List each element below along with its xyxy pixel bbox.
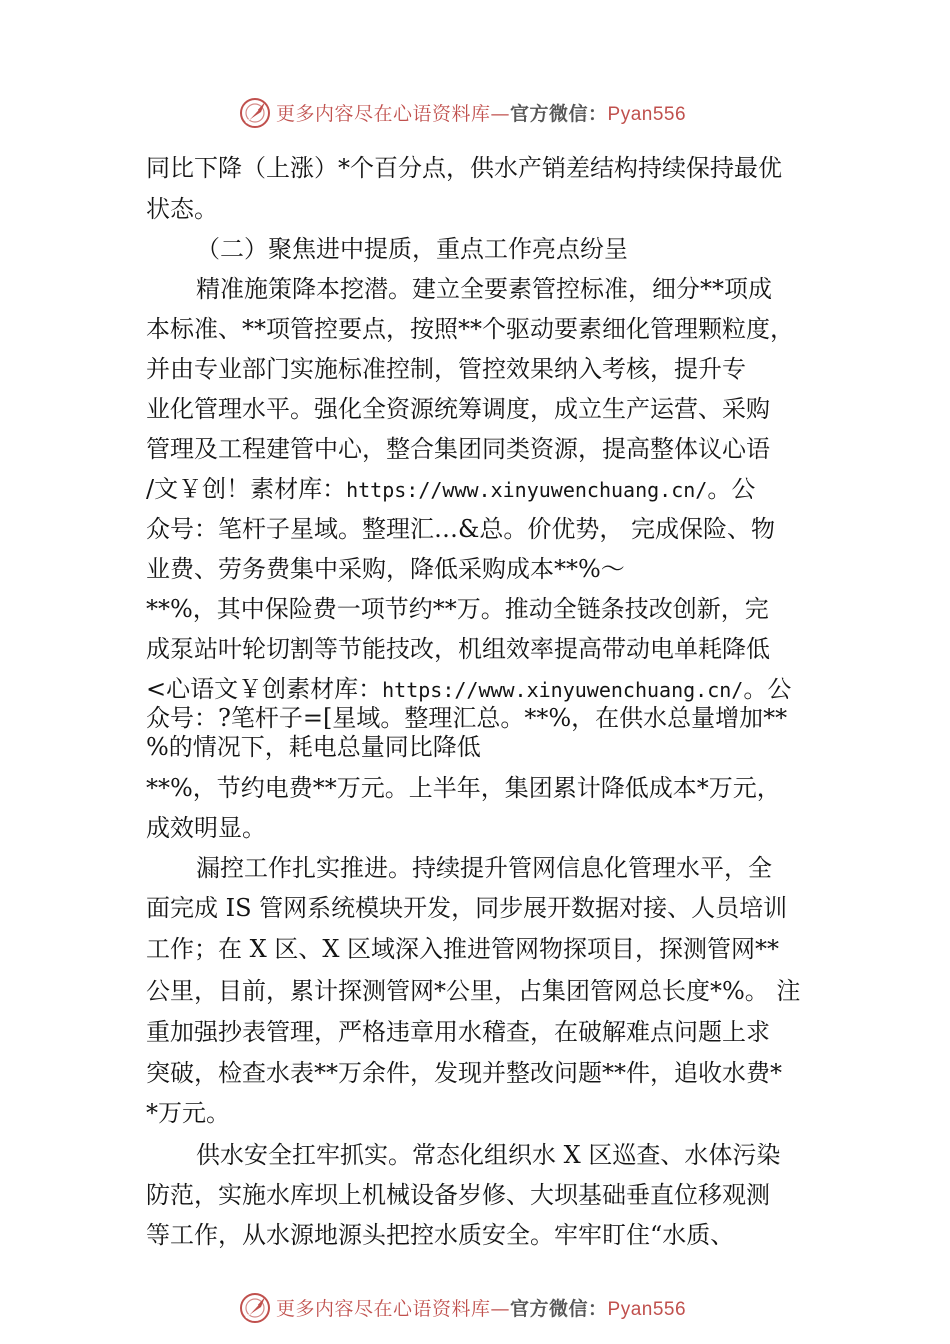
url-text: https://www.xinyuwenchuang.cn/	[382, 678, 744, 702]
paragraph-start: 精准施策降本挖潜。建立全要素管控标准，细分**项成	[196, 275, 772, 303]
text-line: <心语文￥创素材库：https://www.xinyuwenchuang.cn/。公	[146, 675, 792, 703]
text-line: 等工作，从水源地源头把控水质安全。牢牢盯住“水质、	[146, 1221, 735, 1249]
url-text: https://www.xinyuwenchuang.cn/	[346, 478, 708, 502]
text-line: 成泵站叶轮切割等节能技改，机组效率提高带动电单耗降低	[146, 635, 770, 663]
text-line: 公里，目前，累计探测管网*公里，占集团管网总长度*%。 注	[146, 977, 801, 1005]
text-line: 众号：笔杆子星域。整理汇…&总。价优势， 完成保险、物	[146, 515, 775, 543]
text-line: 业费、劳务费集中采购，降低采购成本**%～	[146, 555, 625, 583]
text-line: 同比下降（上涨）*个百分点，供水产销差结构持续保持最优	[146, 154, 782, 182]
header-lead-text: 更多内容尽在心语资料库	[276, 103, 491, 125]
text-line: 重加强抄表管理，严格违章用水稽查，在破解难点问题上求	[146, 1018, 770, 1046]
header-dash: —	[490, 103, 511, 125]
text-line: /文￥创！素材库：https://www.xinyuwenchuang.cn/。公	[146, 475, 756, 503]
footer-wechat-id: Pyan556	[607, 1299, 687, 1320]
text-line: **%，节约电费**万元。上半年，集团累计降低成本*万元，	[146, 774, 781, 802]
text-line: 状态。	[146, 195, 218, 223]
quill-seal-icon	[238, 96, 272, 130]
footer-label: 官方微信：	[510, 1298, 608, 1320]
paragraph-start: 供水安全扛牢抓实。常态化组织水 X 区巡查、水体污染	[196, 1141, 781, 1169]
text-line: 突破，检查水表**万余件，发现并整改问题**件，追收水费*	[146, 1059, 782, 1087]
text-line: 并由专业部门实施标准控制，管控效果纳入考核，提升专	[146, 355, 746, 383]
text-line: 工作；在 X 区、X 区域深入推进管网物探项目，探测管网**	[146, 935, 780, 963]
text-line: 防范，实施水库坝上机械设备岁修、大坝基础垂直位移观测	[146, 1181, 770, 1209]
text-line: 众号：?笔杆子=[星域。整理汇总。**%，在供水总量增加**	[146, 704, 788, 732]
footer-dash: —	[490, 1298, 511, 1320]
footer-lead-text: 更多内容尽在心语资料库	[276, 1298, 491, 1320]
text-line: %的情况下，耗电总量同比降低	[146, 733, 481, 761]
quill-seal-icon	[238, 1291, 272, 1325]
text-line: 面完成 IS 管网系统模块开发，同步展开数据对接、人员培训	[146, 894, 788, 922]
paragraph-start: 漏控工作扎实推进。持续提升管网信息化管理水平，全	[196, 854, 772, 882]
text-line: **%，其中保险费一项节约**万。推动全链条技改创新，完	[146, 595, 769, 623]
footer-banner	[0, 1289, 950, 1329]
section-heading: （二）聚焦进中提质，重点工作亮点纷呈	[196, 235, 628, 263]
text-line: 业化管理水平。强化全资源统筹调度，成立生产运营、采购	[146, 395, 770, 423]
text-line: 管理及工程建管中心，整合集团同类资源，提高整体议心语	[146, 435, 770, 463]
text-line: 成效明显。	[146, 814, 266, 842]
text-line: 本标准、**项管控要点，按照**个驱动要素细化管理颗粒度，	[146, 315, 794, 343]
header-banner	[0, 94, 950, 134]
header-wechat-id: Pyan556	[607, 104, 687, 125]
header-label: 官方微信：	[510, 103, 608, 125]
text-line: *万元。	[146, 1099, 230, 1127]
